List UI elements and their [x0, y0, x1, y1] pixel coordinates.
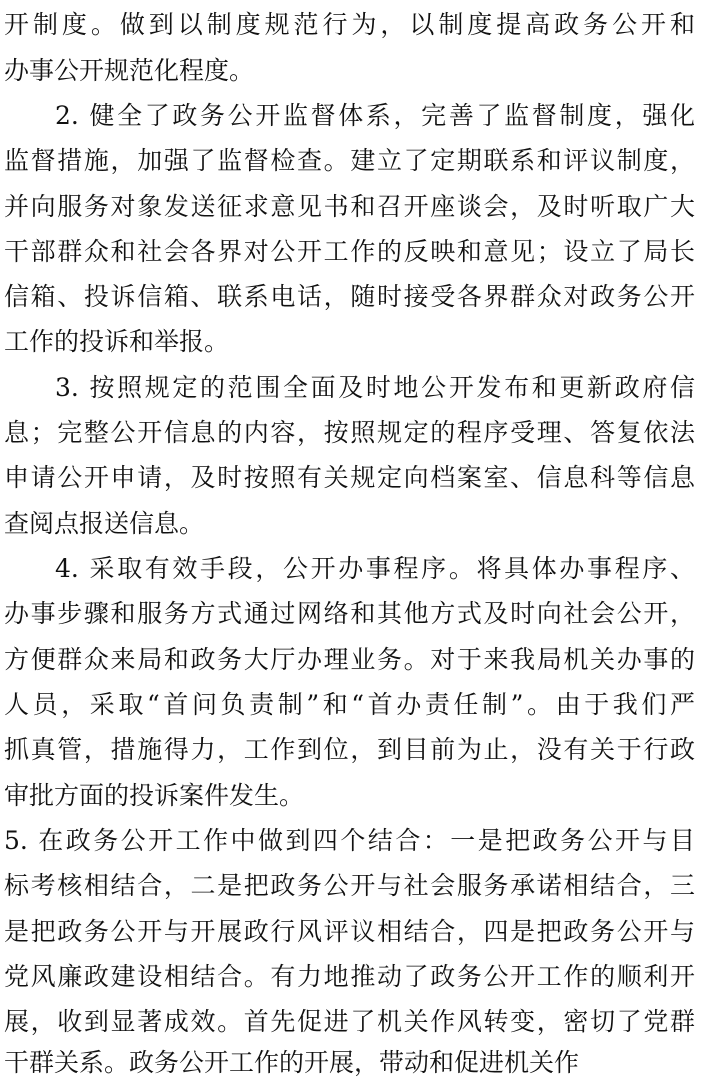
text-line: 方便群众来局和政务大厅办理业务。对于来我局机关办事的 [4, 645, 695, 674]
text-line: 办事公开规范化程度。 [4, 56, 255, 85]
text-line: 干部群众和社会各界对公开工作的反映和意见；设立了局长 [4, 237, 695, 266]
text-line: 展，收到显著成效。首先促进了机关作风转变，密切了党群 [4, 1007, 695, 1036]
text-line: 审批方面的投诉案件发生。 [4, 781, 305, 810]
text-line: 信箱、投诉信箱、联系电话，随时接受各界群众对政务公开 [4, 282, 695, 311]
text-line: 查阅点报送信息。 [4, 509, 205, 538]
text-line: 工作的投诉和举报。 [4, 327, 230, 356]
text-line: 开制度。做到以制度规范行为，以制度提高政务公开和 [4, 10, 695, 39]
text-line: 标考核相结合，二是把政务公开与社会服务承诺相结合，三 [4, 871, 695, 900]
paragraph-5-first-line: 5. 在政务公开工作中做到四个结合：一是把政务公开与目 [4, 826, 695, 855]
paragraph-3-first-line: 3. 按照规定的范围全面及时地公开发布和更新政府信 [55, 373, 695, 402]
text-line: 申请公开申请，及时按照有关规定向档案室、信息科等信息 [4, 463, 695, 492]
paragraph-4-first-line: 4. 采取有效手段，公开办事程序。将具体办事程序、 [55, 554, 695, 583]
text-line: 监督措施，加强了监督检查。建立了定期联系和评议制度， [4, 146, 695, 175]
text-line: 党风廉政建设相结合。有力地推动了政务公开工作的顺利开 [4, 962, 695, 991]
text-line: 抓真管，措施得力，工作到位，到目前为止，没有关于行政 [4, 735, 695, 764]
text-line: 人员，采取“首问负责制”和“首办责任制”。由于我们严 [4, 690, 695, 719]
text-line: 干群关系。政务公开工作的开展，带动和促进机关作 [4, 1048, 580, 1077]
text-line: 办事步骤和服务方式通过网络和其他方式及时向社会公开， [4, 599, 695, 628]
paragraph-2-first-line: 2. 健全了政务公开监督体系，完善了监督制度，强化 [55, 101, 695, 130]
text-line: 并向服务对象发送征求意见书和召开座谈会，及时听取广大 [4, 192, 695, 221]
text-line: 是把政务公开与开展政行风评议相结合，四是把政务公开与 [4, 917, 695, 946]
text-line: 息；完整公开信息的内容，按照规定的程序受理、答复依法 [4, 418, 695, 447]
